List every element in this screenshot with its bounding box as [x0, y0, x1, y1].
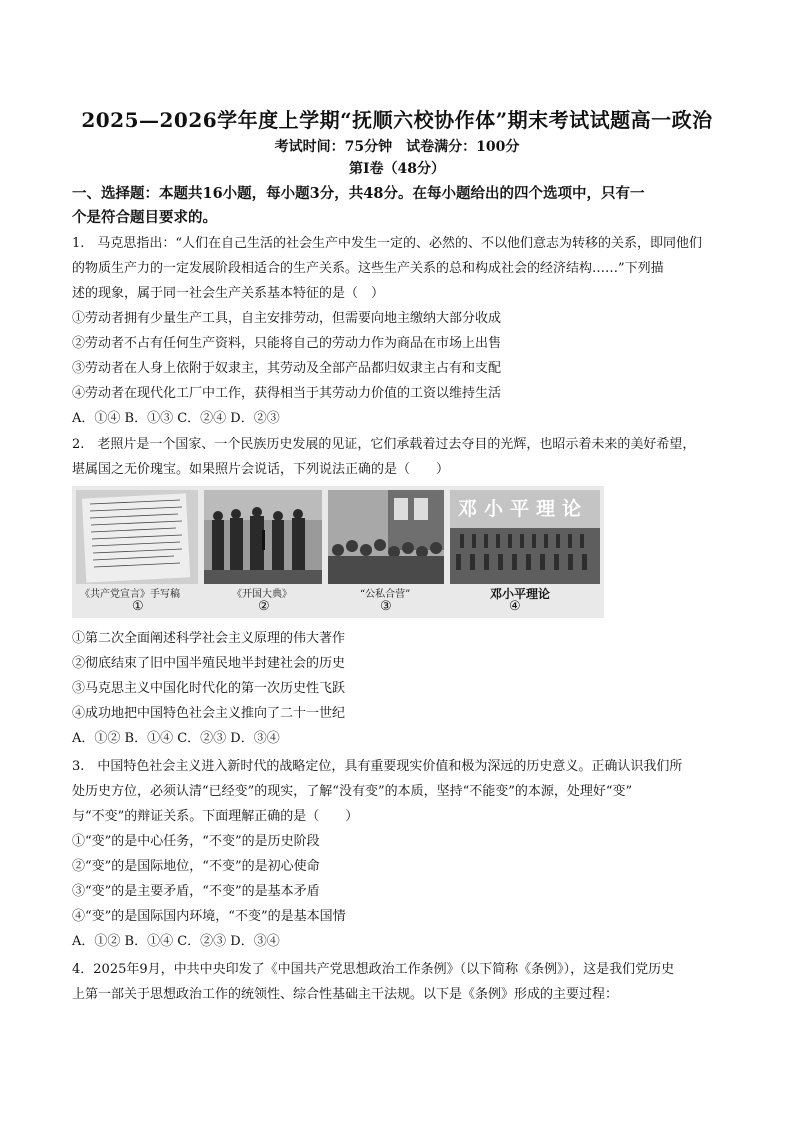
ceremony-image — [204, 490, 322, 584]
q3-stem-line1: 3. 中国特色社会主义进入新时代的战略定位，具有重要现实价值和极为深远的历史意义。正确认识我们所 — [72, 759, 683, 774]
q2-option-4: ④成功地把中国特色社会主义推向了二十一世纪 — [72, 706, 346, 721]
q2-photo-strip — [72, 486, 604, 618]
q1-option-3: ③劳动者在人身上依附于奴隶主，其劳动及全部产品都归奴隶主占有和支配 — [72, 361, 502, 376]
photo-number-1: ① — [132, 599, 144, 614]
volume-heading: 第Ⅰ卷（48分） — [348, 161, 446, 177]
exam-info: 考试时间：75分钟 试卷满分：100分 — [274, 139, 520, 155]
photo-public-private — [328, 490, 444, 584]
q3-option-2: ②“变”的是国际地位，“不变”的是初心使命 — [72, 859, 320, 874]
photo-number-4: ④ — [509, 599, 521, 614]
q2-option-1: ①第二次全面阐述科学社会主义原理的伟大著作 — [72, 631, 346, 646]
q1-option-4: ④劳动者在现代化工厂中工作，获得相当于其劳动力价值的工资以维持生活 — [72, 386, 502, 401]
photo-manifesto-manuscript — [76, 490, 198, 584]
q1-answer-choices: A．①④ B．①③ C．②④ D．②③ — [72, 411, 280, 426]
photo-caption-4: 邓小平理论 — [490, 587, 551, 601]
q2-stem-line2: 堪属国之无价瑰宝。如果照片会说话，下列说法正确的是（ ） — [72, 462, 450, 477]
q4-stem-line1: 4．2025年9月，中共中央印发了《中国共产党思想政治工作条例》（以下简称《条例》），这是我们党历史 — [72, 962, 675, 977]
q2-option-2: ②彻底结束了旧中国半殖民地半封建社会的历史 — [72, 656, 346, 671]
q3-option-1: ①“变”的是中心任务，“不变”的是历史阶段 — [72, 834, 320, 849]
photo-founding-ceremony — [204, 490, 322, 584]
exam-title: 2025—2026学年度上学期“抚顺六校协作体”期末考试试题高一政治 — [81, 108, 713, 132]
q3-stem-line2: 处历史方位，必须认清“已经变”的现实，了解“没有变”的本质，坚持“不能变”的本源，处理好“变” — [72, 784, 633, 799]
photo-number-2: ② — [258, 599, 270, 614]
crowd-image — [328, 490, 444, 584]
q1-option-2: ②劳动者不占有任何生产资料，只能将自己的劳动力作为商品在市场上出售 — [72, 336, 502, 351]
q3-option-3: ③“变”的是主要矛盾，“不变”的是基本矛盾 — [72, 884, 320, 899]
q1-stem-line3: 述的现象，属于同一社会生产关系基本特征的是（ ） — [72, 286, 385, 301]
q2-answer-choices: A．①② B．①④ C．②③ D．③④ — [72, 731, 280, 746]
q1-stem-line2: 的物质生产力的一定发展阶段相适合的生产关系。这些生产关系的总和构成社会的经济结构……”下列描 — [72, 261, 664, 276]
photo-deng-theory — [450, 490, 600, 584]
section-heading-line1: 一、选择题：本题共16小题，每小题3分，共48分。在每小题给出的四个选项中，只有一 — [72, 185, 645, 202]
photo-caption-3: “公私合营” — [360, 589, 411, 600]
manuscript-image — [76, 490, 198, 584]
q3-option-4: ④“变”的是国际国内环境，“不变”的是基本国情 — [72, 909, 346, 924]
parade-banner-text: 邓小平理论 — [458, 498, 589, 520]
q3-answer-choices: A．①② B．①④ C．②③ D．③④ — [72, 934, 280, 949]
photo-caption-1: 《共产党宣言》手写稿 — [80, 589, 180, 600]
section-heading-line2: 个是符合题目要求的。 — [72, 209, 217, 226]
q1-stem-line1: 1. 马克思指出：“人们在自己生活的社会生产中发生一定的、必然的、不以他们意志为转移的关系，即同他们 — [72, 236, 703, 251]
q2-option-3: ③马克思主义中国化时代化的第一次历史性飞跃 — [72, 681, 346, 696]
q3-stem-line3: 与“不变”的辩证关系。下面理解正确的是（ ） — [72, 809, 359, 824]
q4-stem-line2: 上第一部关于思想政治工作的统领性、综合性基础主干法规。以下是《条例》形成的主要过程： — [72, 987, 619, 1002]
photo-caption-2: 《开国大典》 — [232, 589, 292, 600]
section-heading — [72, 182, 732, 230]
q2-stem-line1: 2. 老照片是一个国家、一个民族历史发展的见证，它们承载着过去夺目的光辉，也昭示着未来的美好希望， — [72, 437, 696, 452]
q1-option-1: ①劳动者拥有少量生产工具，自主安排劳动，但需要向地主缴纳大部分收成 — [72, 311, 502, 326]
photo-number-3: ③ — [380, 599, 392, 614]
